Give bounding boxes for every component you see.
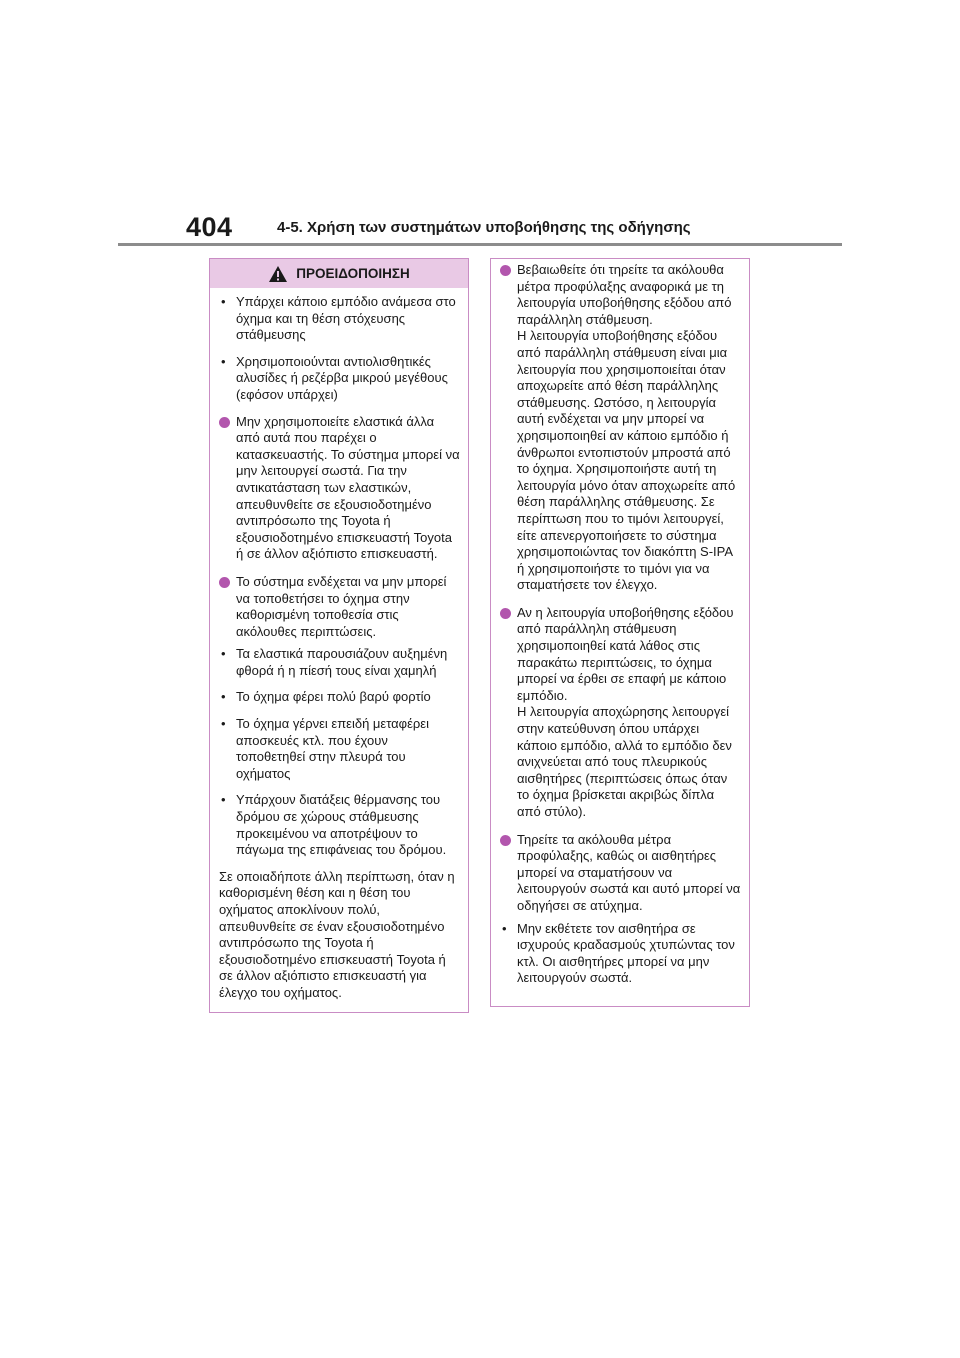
bullet-dot-icon [219, 417, 230, 428]
caution-point [500, 832, 741, 915]
caution-point-text: Αν η λειτουργία υποβοήθησης εξόδου από παράλληλη στάθμευση χρησιμοποιηθεί κατά λάθος στις παρακάτω περιπτώσεις, το όχημα μπορεί να έρθει σε επαφή με κάποιο εμπόδιο. [517, 604, 734, 703]
warning-point-text: Μην χρησιμοποιείτε ελαστικά άλλα από αυτά που παρέχει ο κατασκευαστής. Το σύστημα μπορεί να μην λειτουργεί σωστά. Για την αντικατάσταση των ελαστικών, απευθυνθείτε σε εξουσιοδοτημένο αντιπρόσωπο της Toyota ή εξουσιοδοτημένο επισκευαστή Toyota ή σε άλλον αξιόπιστο επισκευαστή. [236, 413, 460, 562]
section-title: 4-5. Χρήση των συστημάτων υποβοήθησης της οδήγησης [277, 219, 691, 236]
list-item: • Υπάρχουν διατάξεις θέρμανσης του δρόμου σε χώρους στάθμευσης προκειμένου να αποτρέψουν το πάγωμα της επιφάνειας του δρόμου. [219, 792, 460, 858]
list-item: • Χρησιμοποιούνται αντιολισθητικές αλυσίδες ή ρεζέρβα μικρού μεγέθους (εφόσον υπάρχει) [219, 354, 460, 404]
caution-point-text: Τηρείτε τα ακόλουθα μέτρα προφύλαξης, καθώς οι αισθητήρες μπορεί να σταματήσουν να λειτουργούν σωστά και αυτό μπορεί να οδηγήσει σε ατύχημα. [517, 831, 741, 913]
caution-point [500, 605, 741, 821]
page-number: 404 [186, 212, 233, 242]
closing-paragraph: Σε οποιαδήποτε άλλη περίπτωση, όταν η καθορισμένη θέση και η θέση του οχήματος αποκλίνουν πολύ, απευθυνθείτε σε έναν εξουσιοδοτημένο αντιπρόσωπο της Toyota ή εξουσιοδοτημένο επισκευαστή Toyota ή σε άλλον αξιόπιστο επισκευαστή για έλεγχο του οχήματος. [219, 868, 455, 1000]
list-item: • Μην εκθέτετε τον αισθητήρα σε ισχυρούς κραδασμούς χτυπώντας τον κτλ. Οι αισθητήρες μπορεί να μην λειτουργούν σωστά. [500, 921, 741, 987]
caution-point-text: Η λειτουργία υποβοήθησης εξόδου από παράλληλη στάθμευση είναι μια λειτουργία που χρησιμοποιείται όταν αποχωρείτε από θέση παράλληλης στάθμευσης. Ωστόσο, η λειτουργία αυτή ενδέχεται να μην μπορεί να χρησιμοποιηθεί αν κάποιο εμπόδιο ή άνθρωποι εντοπιστούν μπροστά από το όχημα. Χρησιμοποιήστε αυτή τη λειτουργία μόνο όταν αποχωρείτε από θέση παράλληλης στάθμευσης. Σε περίπτωση που το τιμόνι λειτουργεί, είτε απενεργοποιήσετε το σύστημα χρησιμοποιώντας τον διακόπτη S-IPA ή χρησιμοποιήστε το τιμόνι για να σταματήσετε τον έλεγχο. [517, 328, 736, 593]
list-item: • Το όχημα φέρει πολύ βαρύ φορτίο [219, 689, 460, 706]
warning-point [219, 574, 460, 640]
bullet-dot-icon [500, 835, 511, 846]
bullet-dot-icon [500, 608, 511, 619]
warning-header [210, 259, 468, 288]
list-item: • Το όχημα γέρνει επειδή μεταφέρει αποσκευές κτλ. που έχουν τοποθετηθεί στην πλευρά του οχήματος [219, 716, 460, 782]
bullet-dot-icon [500, 265, 511, 276]
warning-triangle-icon [268, 265, 288, 283]
caution-content [491, 259, 749, 987]
list-item: • Τα ελαστικά παρουσιάζουν αυξημένη φθορά ή η πίεσή τους είναι χαμηλή [219, 646, 460, 679]
header-rule [118, 243, 842, 246]
warning-title: ΠΡΟΕΙΔΟΠΟΙΗΣΗ [296, 266, 410, 281]
warning-box [209, 258, 469, 1013]
caution-point-text: Βεβαιωθείτε ότι τηρείτε τα ακόλουθα μέτρα προφύλαξης αναφορικά με τη λειτουργία υποβοήθησης εξόδου από παράλληλη στάθμευση. [517, 262, 732, 327]
caution-point-text: Η λειτουργία αποχώρησης λειτουργεί στην κατεύθυνση όπου υπάρχει κάποιο εμπόδιο, αλλά το εμπόδιο δεν ανιχνεύεται από τους πλευρικούς αισθητήρες (περιπτώσεις όπως όταν το όχημα βρίσκεται ακριβώς δίπλα από στύλο). [517, 704, 732, 819]
list-item: • Υπάρχει κάποιο εμπόδιο ανάμεσα στο όχημα και τη θέση στόχευσης στάθμευσης [219, 294, 460, 344]
bullet-dot-icon [219, 577, 230, 588]
warning-point [219, 414, 460, 563]
warning-point-text: Το σύστημα ενδέχεται να μην μπορεί να τοποθετήσει το όχημα στην καθορισμένη τοποθεσία στις ακόλουθες περιπτώσεις. [236, 573, 447, 639]
caution-point [500, 262, 741, 594]
warning-content [210, 288, 468, 1002]
caution-box [490, 258, 750, 1007]
